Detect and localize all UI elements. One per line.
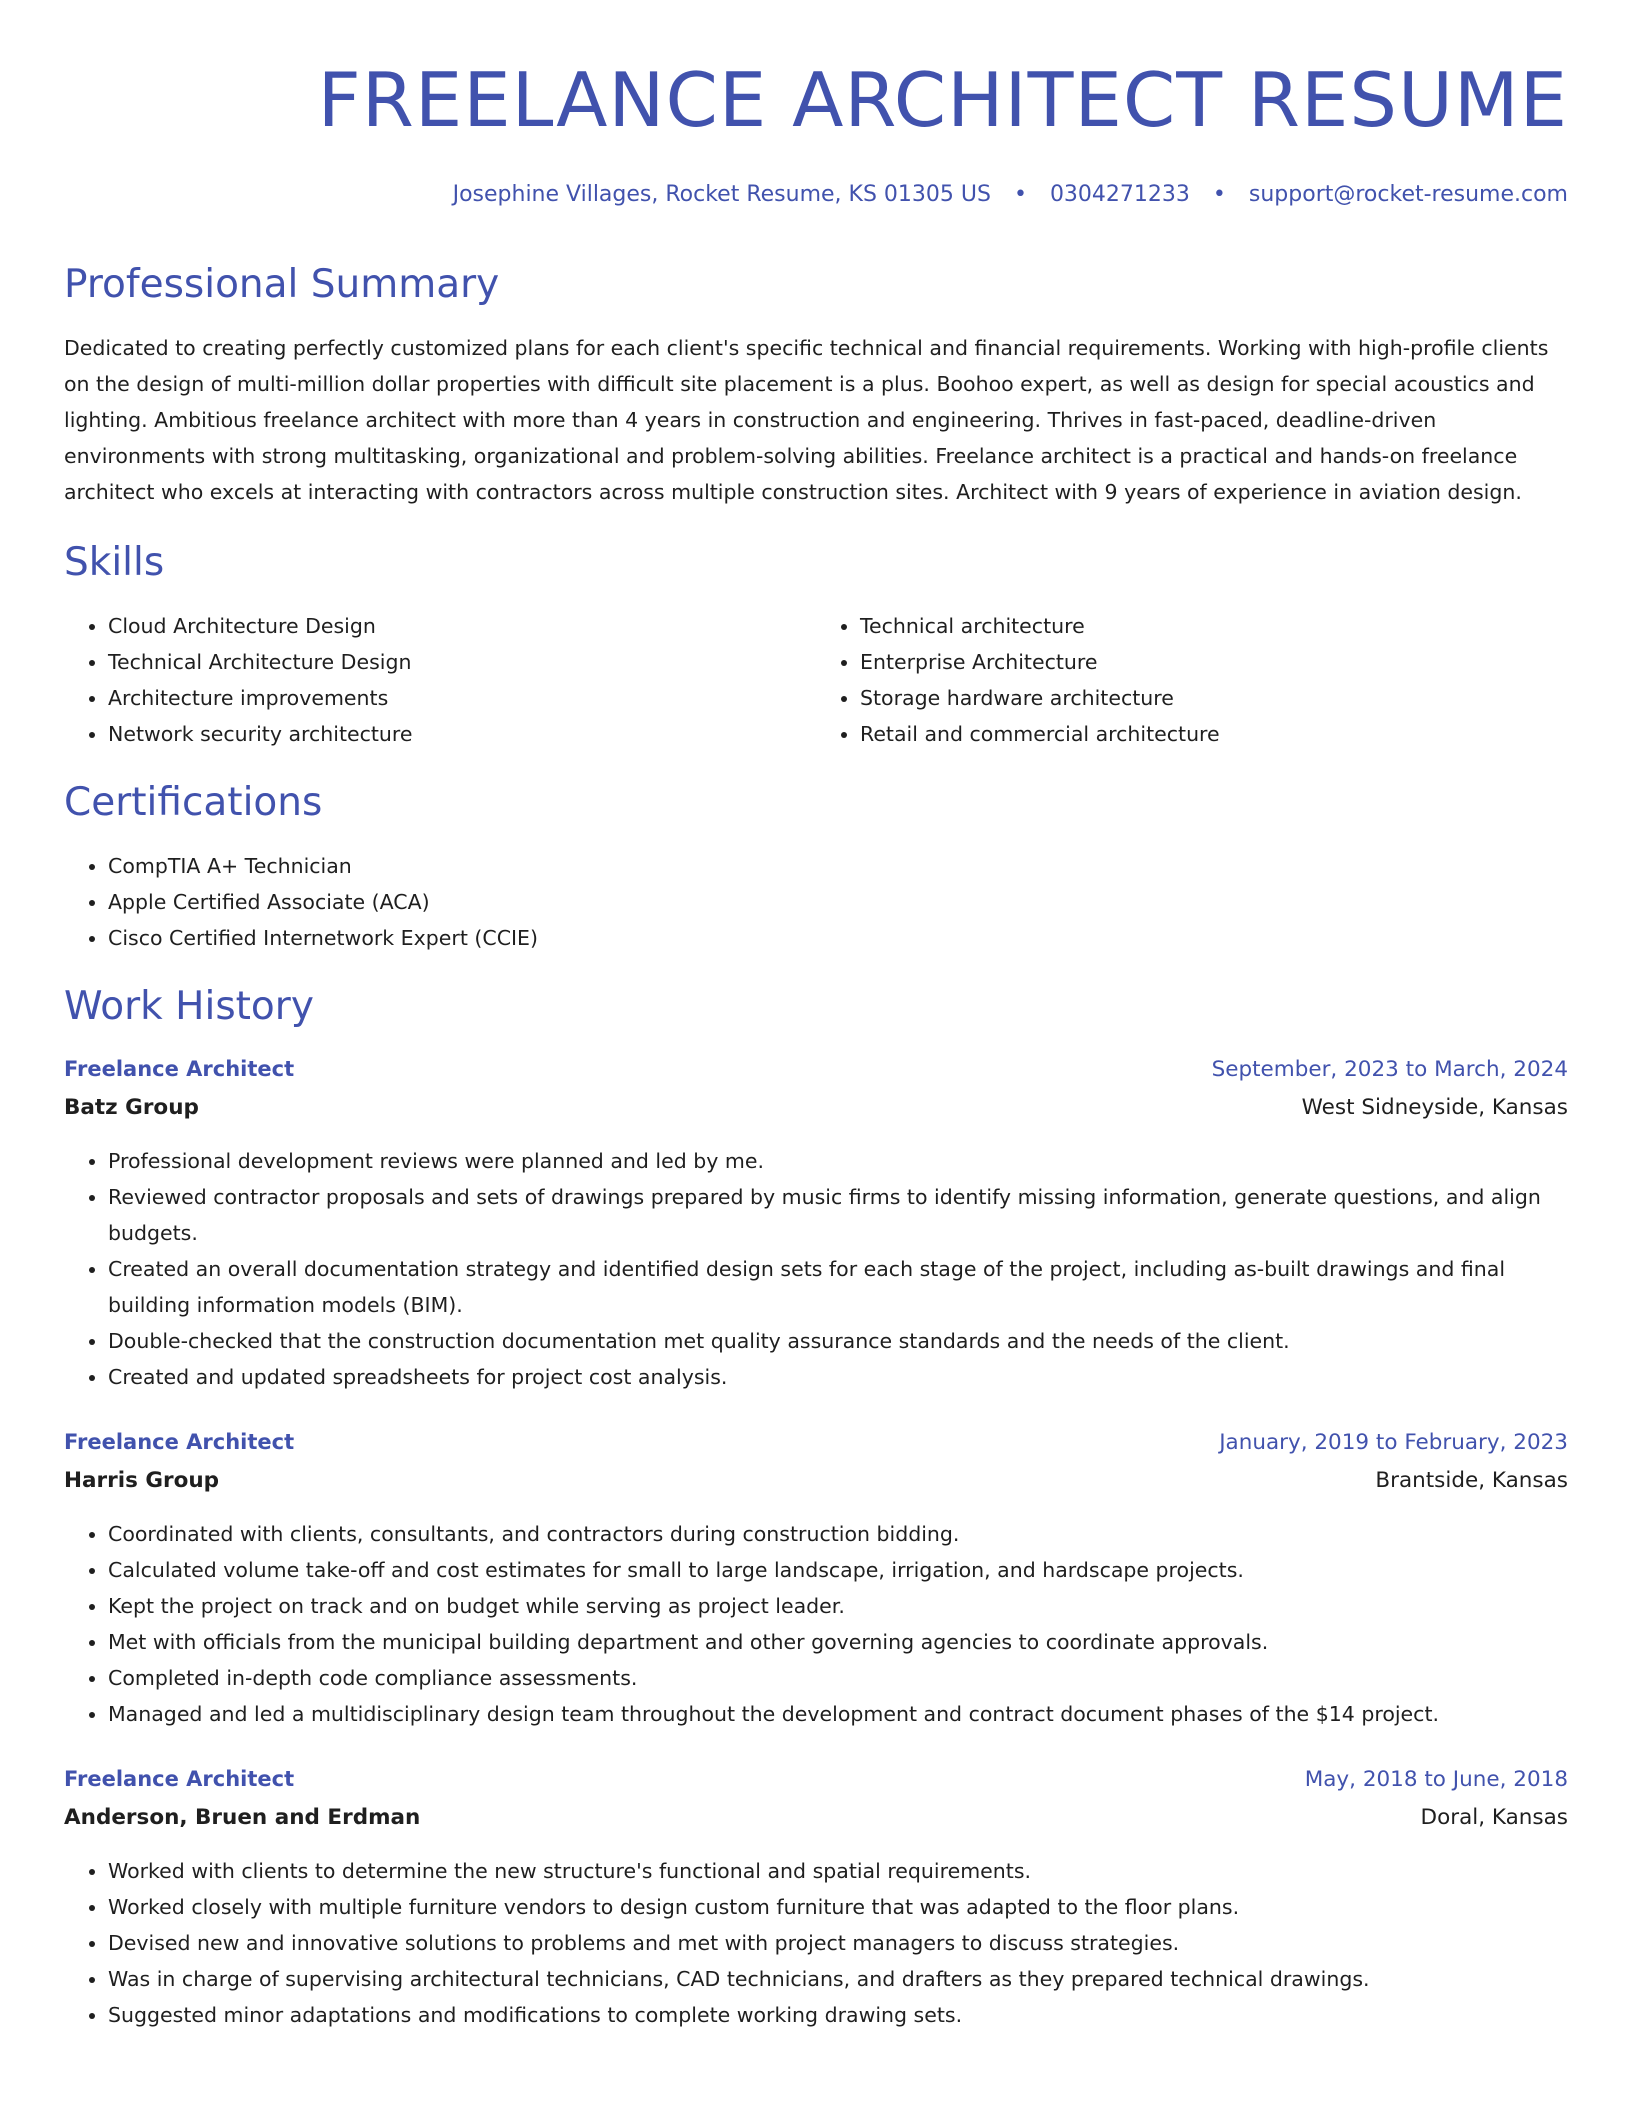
resume-title: FREELANCE ARCHITECT RESUME xyxy=(317,56,1568,144)
job-duties xyxy=(64,1516,1568,1732)
summary-heading: Professional Summary xyxy=(64,262,500,307)
job-dates: May, 2018 to June, 2018 xyxy=(1304,1767,1568,1792)
job-dates: September, 2023 to March, 2024 xyxy=(1211,1057,1568,1082)
skill-item: • Technical architecture xyxy=(860,608,1568,644)
duty-item: • Completed in-depth code compliance assessments. xyxy=(108,1660,1568,1696)
summary-text: Dedicated to creating perfectly customized plans for each client's specific technical and financial requirements. Working with high-profile clients on the design of multi-million dollar properties with difficult site placement is a plus. Boohoo expert, as well as design for special acoustics and lighting. Ambitious freelance architect with more than 4 years in construction and engineering. Thrives in fast-paced, deadline-driven environments with strong multitasking, organizational and problem-solving abilities. Freelance architect is a practical and hands-on freelance architect who excels at interacting with contractors across multiple construction sites. Architect with 9 years of experience in aviation design. xyxy=(64,336,1549,504)
job-location: Doral, Kansas xyxy=(1420,1805,1568,1830)
job-entry xyxy=(64,1423,1568,1732)
duty-item: • Created an overall documentation strategy and identified design sets for each stage of the project, including as-built drawings and final building information models (BIM). xyxy=(108,1251,1568,1323)
skills-list xyxy=(64,608,1568,752)
job-title: Freelance Architect xyxy=(64,1430,295,1454)
duty-item: • Calculated volume take-off and cost estimates for small to large landscape, irrigation, and hardscape projects. xyxy=(108,1552,1568,1588)
duty-item: • Double-checked that the construction documentation met quality assurance standards and the needs of the client. xyxy=(108,1323,1568,1359)
skill-item: • Cloud Architecture Design xyxy=(108,608,816,644)
contact-address: Josephine Villages, Rocket Resume, KS 01305 US xyxy=(452,182,991,207)
skill-item: • Enterprise Architecture xyxy=(860,644,1568,680)
job-title: Freelance Architect xyxy=(64,1767,295,1791)
duty-item: • Met with officials from the municipal building department and other governing agencies to coordinate approvals. xyxy=(108,1624,1568,1660)
job-entry xyxy=(64,1760,1568,2033)
duty-item: • Was in charge of supervising architectural technicians, CAD technicians, and drafters as they prepared technical drawings. xyxy=(108,1961,1568,1997)
duty-item: • Professional development reviews were planned and led by me. xyxy=(108,1143,1568,1179)
duty-item: • Coordinated with clients, consultants, and contractors during construction bidding. xyxy=(108,1516,1568,1552)
duty-item: • Suggested minor adaptations and modifications to complete working drawing sets. xyxy=(108,1997,1568,2033)
contact-email: support@rocket-resume.com xyxy=(1248,182,1568,207)
skill-item: • Architecture improvements xyxy=(108,680,816,716)
certifications-list xyxy=(64,848,1568,956)
job-entry xyxy=(64,1050,1568,1395)
job-company-row xyxy=(64,1089,1568,1127)
job-company-row xyxy=(64,1462,1568,1500)
job-title: Freelance Architect xyxy=(64,1057,295,1081)
job-header-row xyxy=(64,1760,1568,1799)
job-header-row xyxy=(64,1050,1568,1089)
job-duties xyxy=(64,1143,1568,1395)
job-location: Brantside, Kansas xyxy=(1375,1468,1568,1493)
job-company: Batz Group xyxy=(64,1095,199,1120)
certifications-heading: Certifications xyxy=(64,780,323,825)
duty-item: • Worked with clients to determine the new structure's functional and spatial requirements. xyxy=(108,1853,1568,1889)
job-company-row xyxy=(64,1799,1568,1837)
contact-separator: • xyxy=(1212,182,1226,207)
duty-item: • Kept the project on track and on budget while serving as project leader. xyxy=(108,1588,1568,1624)
skill-item: • Technical Architecture Design xyxy=(108,644,816,680)
duty-item: • Created and updated spreadsheets for project cost analysis. xyxy=(108,1359,1568,1395)
job-dates: January, 2019 to February, 2023 xyxy=(1219,1430,1568,1455)
certification-item: • Cisco Certified Internetwork Expert (CCIE) xyxy=(108,920,1568,956)
work-history-heading: Work History xyxy=(64,984,314,1029)
job-company: Harris Group xyxy=(64,1468,220,1493)
skill-item: • Retail and commercial architecture xyxy=(860,716,1568,752)
skills-column-left xyxy=(64,608,816,752)
duty-item: • Reviewed contractor proposals and sets of drawings prepared by music firms to identify missing information, generate questions, and align budgets. xyxy=(108,1179,1568,1251)
duty-item: • Devised new and innovative solutions to problems and met with project managers to discuss strategies. xyxy=(108,1925,1568,1961)
contact-phone: 0304271233 xyxy=(1049,182,1190,207)
duty-item: • Worked closely with multiple furniture vendors to design custom furniture that was adapted to the floor plans. xyxy=(108,1889,1568,1925)
skills-heading: Skills xyxy=(64,540,165,585)
skill-item: • Network security architecture xyxy=(108,716,816,752)
job-location: West Sidneyside, Kansas xyxy=(1301,1095,1568,1120)
skill-item: • Storage hardware architecture xyxy=(860,680,1568,716)
duty-item: • Managed and led a multidisciplinary design team throughout the development and contract document phases of the $14 project. xyxy=(108,1696,1568,1732)
certification-item: • Apple Certified Associate (ACA) xyxy=(108,884,1568,920)
contact-line xyxy=(64,180,1568,210)
job-duties xyxy=(64,1853,1568,2033)
job-header-row xyxy=(64,1423,1568,1462)
certification-item: • CompTIA A+ Technician xyxy=(108,848,1568,884)
job-company: Anderson, Bruen and Erdman xyxy=(64,1805,421,1830)
skills-column-right xyxy=(816,608,1568,752)
contact-separator: • xyxy=(1013,182,1027,207)
